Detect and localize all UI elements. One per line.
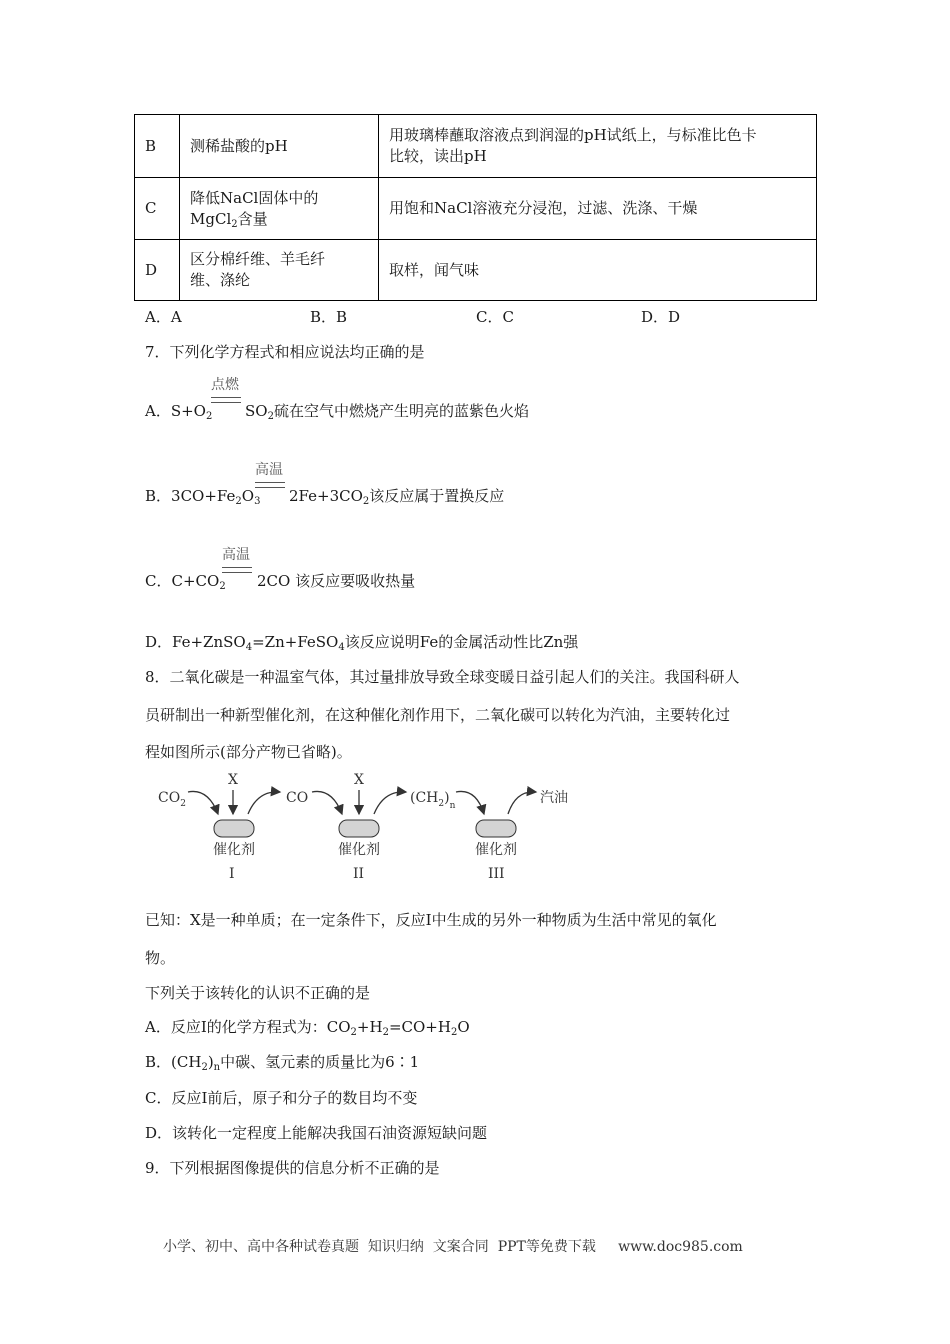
- label-roman-1: I: [229, 866, 235, 882]
- goal-line: 区分棉纤维、羊毛纤: [190, 250, 326, 268]
- option-7a-left: A．$S+O_2$: [145, 402, 213, 422]
- options-table: [134, 114, 817, 301]
- question-9-stem: 9．下列根据图像提供的信息分析不正确的是: [145, 1159, 440, 1177]
- option-7a-right: $SO_2$硫在空气中燃烧产生明亮的蓝紫色火焰: [245, 402, 529, 422]
- method-line: 比较，读出pH: [389, 147, 487, 165]
- question-8-ask: 下列关于该转化的认识不正确的是: [145, 984, 371, 1002]
- question-8-stem-line: 员研制出一种新型催化剂，在这种催化剂作用下，二氧化碳可以转化为汽油，主要转化过: [145, 706, 731, 724]
- option-cell: D: [135, 240, 180, 301]
- condition-ignite: 点燃: [211, 377, 239, 393]
- arrow-in-2: [312, 791, 342, 814]
- label-co2: $CO_2$: [158, 790, 186, 809]
- option-7b-left: B．$3CO+Fe_2O_3$: [145, 487, 261, 507]
- method-line: 用玻璃棒蘸取溶液点到润湿的pH试纸上，与标准比色卡: [389, 126, 757, 144]
- method-cell: 取样，闻气味: [379, 240, 817, 301]
- question-8-stem-line: 程如图所示(部分产物已省略)。: [145, 743, 352, 761]
- method-cell: [379, 115, 817, 178]
- option-7d: D．Fe+ZnSO$_4$=Zn+FeSO$_4$该反应说明Fe的金属活动性比Zn强: [145, 633, 579, 653]
- catalyst-2-shape: [339, 820, 379, 837]
- arrow-out-2: [374, 792, 406, 814]
- option-8a: A．反应Ⅰ的化学方程式为：$CO_2+H_2=CO+H_2O$: [145, 1018, 470, 1038]
- label-catalyst-3: 催化剂: [475, 842, 517, 858]
- goal-line: MgCl$_2$含量: [190, 209, 268, 230]
- catalyst-3-shape: [476, 820, 516, 837]
- label-gasoline: 汽油: [540, 790, 568, 806]
- condition-high-temp: 高温: [255, 462, 283, 478]
- goal-cell: [180, 178, 379, 240]
- question-8-stem-line: 8．二氧化碳是一种温室气体，其过量排放导致全球变暖日益引起人们的关注。我国科研人: [145, 668, 740, 686]
- option-7c-left: C．$C+CO_2$: [145, 572, 226, 592]
- option-7c-right: 2CO 该反应要吸收热量: [257, 572, 416, 590]
- option-cell: B: [135, 115, 180, 178]
- table-row: [135, 240, 817, 301]
- option-8c: C．反应Ⅰ前后，原子和分子的数目均不变: [145, 1089, 418, 1107]
- answer-choice-c: C．C: [476, 308, 514, 326]
- label-roman-2: II: [353, 866, 365, 882]
- label-x1: X: [228, 772, 238, 788]
- table-row: [135, 115, 817, 178]
- question-7-stem: 7．下列化学方程式和相应说法均正确的是: [145, 343, 425, 361]
- label-roman-3: III: [488, 866, 505, 882]
- catalyst-1-shape: [214, 820, 254, 837]
- arrow-out-1: [248, 792, 280, 814]
- condition-high-temp: 高温: [222, 547, 250, 563]
- option-8d: D．该转化一定程度上能解决我国石油资源短缺问题: [145, 1124, 488, 1142]
- option-8b: B．$(CH_2)_n$中碳、氢元素的质量比为6∶1: [145, 1053, 420, 1073]
- arrow-in-1: [188, 791, 218, 814]
- answer-choice-d: D．D: [641, 308, 681, 326]
- goal-line: 降低NaCl固体中的: [190, 188, 319, 207]
- goal-line: 维、涤纶: [190, 271, 251, 289]
- option-7b-right: $2Fe+3CO_2$该反应属于置换反应: [289, 487, 505, 507]
- method-cell: 用饱和NaCl溶液充分浸泡，过滤、洗涤、干燥: [379, 178, 817, 240]
- equals-sign: [211, 397, 241, 403]
- label-ch2n: $(CH_2)_n$: [410, 790, 456, 811]
- question-8-known-line: 已知：X是一种单质；在一定条件下，反应Ⅰ中生成的另外一种物质为生活中常见的氧化: [145, 911, 717, 929]
- page-footer: 小学、初中、高中各种试卷真题 知识归纳 文案合同 PPT等免费下载 www.doc985.com: [163, 1239, 743, 1255]
- label-co: CO: [286, 790, 309, 806]
- label-catalyst-2: 催化剂: [338, 842, 380, 858]
- answer-choice-b: B．B: [310, 308, 348, 326]
- arrow-in-3: [456, 791, 484, 814]
- goal-cell: [180, 240, 379, 301]
- table-row: [135, 178, 817, 240]
- option-cell: C: [135, 178, 180, 240]
- label-catalyst-1: 催化剂: [213, 842, 255, 858]
- goal-cell: 测稀盐酸的pH: [180, 115, 379, 178]
- arrow-out-3: [508, 792, 536, 814]
- label-x2: X: [354, 772, 364, 788]
- equals-sign: [255, 482, 285, 488]
- equals-sign: [222, 567, 252, 573]
- question-8-known-line: 物。: [145, 949, 176, 967]
- conversion-diagram: [150, 770, 590, 885]
- answer-choice-a: A．A: [145, 308, 182, 326]
